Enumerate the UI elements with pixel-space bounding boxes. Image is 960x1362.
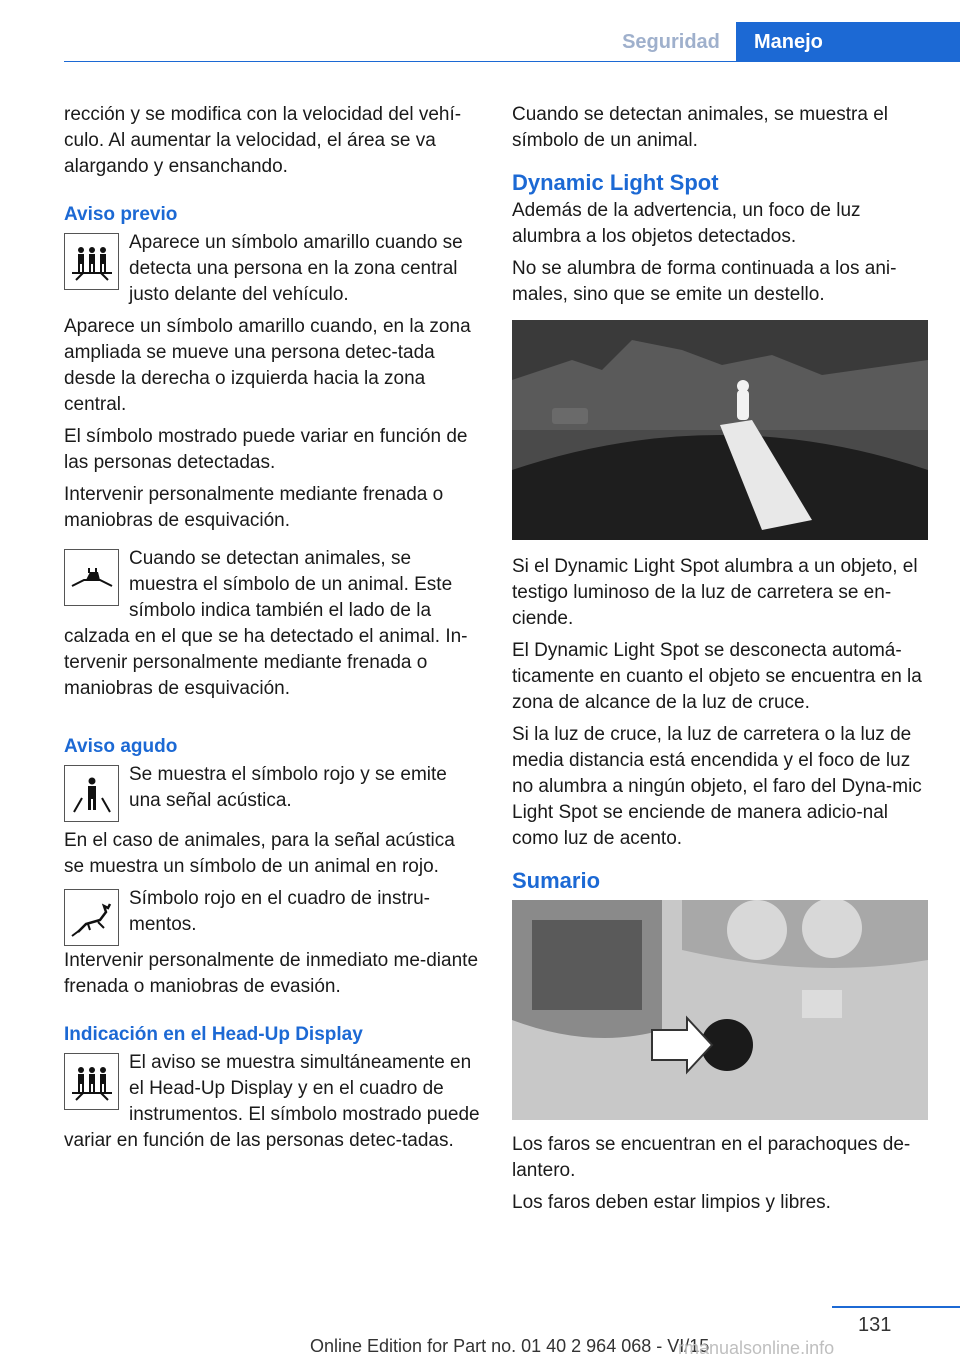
- paragraph-dls-4: El Dynamic Light Spot se desconecta automá‐ticamente en cuanto el objeto se encuentra en la zona de alcance de la luz de cruce.: [512, 640, 922, 713]
- icon2-text: Cuando se detectan animales, se muestra el símbolo de un animal. Este símbolo indica también el lado de la calzada en el que se ha detectado el animal. In‐tervenir personalmente mediante frenada o maniobras de esquivación.: [64, 548, 468, 699]
- paragraph-5: En el caso de animales, para la señal acústica se muestra un símbolo de un animal en rojo.: [64, 830, 455, 877]
- icon1-text: Aparece un símbolo amarillo cuando se detecta una persona en la zona central justo delante del vehículo.: [129, 232, 463, 305]
- pedestrians-icon: [64, 1053, 119, 1110]
- paragraph-dls-3: Si el Dynamic Light Spot alumbra a un objeto, el testigo luminoso de la luz de carretera se en‐ciende.: [512, 556, 918, 629]
- animal-road-icon: [64, 549, 119, 606]
- heading-dynamic-light-spot: Dynamic Light Spot: [512, 170, 719, 195]
- paragraph-sumario-1: Los faros se encuentran en el parachoques de‐lantero.: [512, 1134, 911, 1181]
- header-tab-manejo: Manejo: [736, 22, 960, 62]
- heading-aviso-previo: Aviso previo: [64, 204, 178, 225]
- icon-block-deer: [64, 886, 480, 948]
- icon3-text: Se muestra el símbolo rojo y se emite una señal acústica.: [129, 764, 447, 811]
- icon-block-hud: [64, 1050, 480, 1160]
- paragraph-4: Intervenir personalmente mediante frenada o maniobras de esquivación.: [64, 484, 444, 531]
- edition-text: Online Edition for Part no. 01 40 2 964 068 - VI/15: [310, 1336, 710, 1356]
- paragraph-6: Intervenir personalmente de inmediato me‐diante frenada o maniobras de evasión.: [64, 950, 479, 997]
- footer-rule: [832, 1306, 960, 1308]
- header-rule: [64, 61, 960, 62]
- paragraph-right-top: Cuando se detectan animales, se muestra el símbolo de un animal.: [512, 104, 888, 151]
- headlight-photo: [512, 900, 928, 1120]
- icon-block-animal: [64, 546, 480, 708]
- paragraph-dls-2: No se alumbra de forma continuada a los ani‐males, sino que se emite un destello.: [512, 258, 897, 305]
- heading-aviso-agudo: Aviso agudo: [64, 736, 178, 757]
- heading-sumario: Sumario: [512, 868, 601, 893]
- right-column: [512, 102, 928, 1222]
- night-road-photo: [512, 320, 928, 540]
- paragraph-dls-1: Además de la advertencia, un foco de luz alumbra a los objetos detectados.: [512, 200, 861, 247]
- paragraph-2: Aparece un símbolo amarillo cuando, en la zona ampliada se mueve una persona detec‐tada desde la derecha o izquierda hacia la zona central.: [64, 316, 471, 415]
- heading-hud: Indicación en el Head-Up Display: [64, 1024, 363, 1045]
- icon-block-pedestrian-warning: [64, 762, 480, 824]
- paragraph-sumario-2: Los faros deben estar limpios y libres.: [512, 1192, 831, 1213]
- icon4-text: Símbolo rojo en el cuadro de instru‐mentos.: [129, 888, 430, 935]
- paragraph-intro: rección y se modifica con la velocidad del vehí‐culo. Al aumentar la velocidad, el área se va alargando y ensanchando.: [64, 104, 462, 177]
- pedestrians-icon: [64, 233, 119, 290]
- page-number: 131: [858, 1314, 892, 1336]
- paragraph-3: El símbolo mostrado puede variar en función de las personas detectadas.: [64, 426, 468, 473]
- icon5-text: El aviso se muestra simultáneamente en el Head-Up Display y en el cuadro de instrumentos. El símbolo mostrado puede variar en función de las personas detec‐tadas.: [64, 1052, 480, 1151]
- icon-block-pedestrians: [64, 230, 480, 314]
- paragraph-dls-5: Si la luz de cruce, la luz de carretera o la luz de media distancia está encendida y el foco de luz no alumbra a ningún objeto, el faro del Dyna‐mic Light Spot se enciende de manera adicio‐nal como luz de acento.: [512, 724, 922, 849]
- pedestrian-warning-icon: [64, 765, 119, 822]
- watermark: rmanualsonline.info: [678, 1338, 835, 1358]
- deer-icon: [64, 889, 119, 946]
- header-tab-seguridad: Seguridad: [622, 31, 720, 53]
- left-column: [64, 102, 480, 1160]
